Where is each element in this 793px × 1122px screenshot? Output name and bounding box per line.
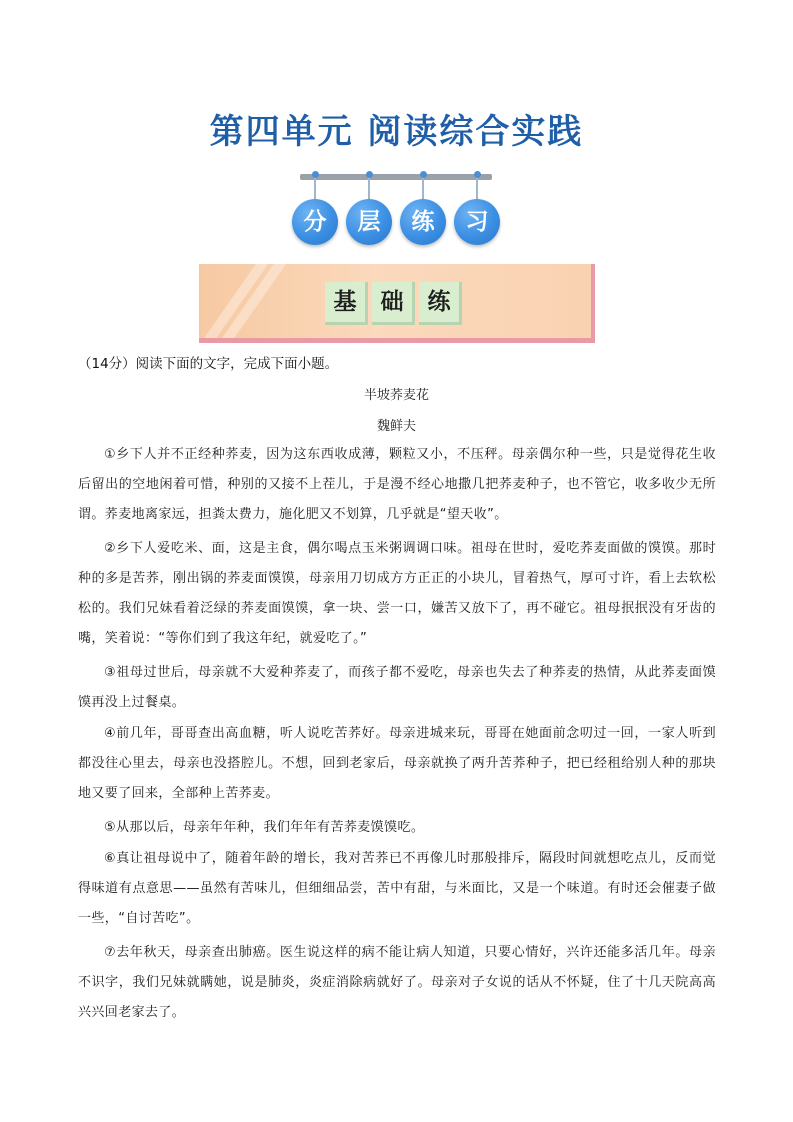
banner-tile-lian: 练 [419, 282, 462, 325]
paragraph-6: ⑥真让祖母说中了，随着年龄的增长，我对苦荞已不再像儿时那般排斥，隔段时间就想吃点儿，反而觉得味道有点意思——虽然有苦味儿，但细细品尝，苦中有甜，与米面比，又是一个味道。有时还会催妻子做一些，“自讨苦吃”。 [78, 851, 716, 926]
paragraph-5: ⑤从那以后，母亲年年种，我们年年有苦荞麦馍馍吃。 [104, 820, 425, 835]
question-instruction: （14分）阅读下面的文字，完成下面小题。 [78, 356, 339, 372]
ornament-dot [312, 171, 319, 178]
paragraph-7: ⑦去年秋天，母亲查出肺癌。医生说这样的病不能让病人知道，只要心情好，兴许还能多活几年。母亲不识字，我们兄妹就瞒她，说是肺炎，炎症消除病就好了。母亲对子女说的话从不怀疑，住了十几天院高高兴兴回老家去了。 [78, 945, 716, 1020]
article-title: 半坡荞麦花 [363, 388, 429, 403]
paragraph-1: ①乡下人并不正经种荞麦，因为这东西收成薄，颗粒又小，不压秤。母亲偶尔种一些，只是觉得花生收后留出的空地闲着可惜，种别的又接不上茬儿，于是漫不经心地撒几把荞麦种子，也不管它，收多收少无所谓。荞麦地离家远，担粪太费力，施化肥又不划算，几乎就是“望天收”。 [78, 447, 716, 522]
section-circle-lian: 练 [400, 199, 446, 245]
article-author: 魏鲜夫 [376, 419, 416, 434]
banner-tile-ji: 基 [325, 282, 368, 325]
unit-title: 第四单元 阅读综合实践 [209, 112, 584, 152]
section-circle-ceng: 层 [346, 199, 392, 245]
banner-tile-chu: 础 [372, 282, 415, 325]
paragraph-3: ③祖母过世后，母亲就不大爱种荞麦了，而孩子都不爱吃，母亲也失去了种荞麦的热情，从此荞麦面馍馍再没上过餐桌。 [78, 665, 716, 710]
ornament-dot [366, 171, 373, 178]
ornament-dot [420, 171, 427, 178]
section-circle-fen: 分 [292, 199, 338, 245]
section-circle-xi: 习 [454, 199, 500, 245]
paragraph-2: ②乡下人爱吃米、面，这是主食，偶尔喝点玉米粥调调口味。祖母在世时，爱吃荞麦面做的馍馍。那时种的多是苦荞，刚出锅的荞麦面馍馍，母亲用刀切成方方正正的小块儿，冒着热气，厚可寸许，看上去软松松的。我们兄妹看着泛绿的荞麦面馍馍，拿一块、尝一口，嫌苦又放下了，再不碰它。祖母抿抿没有牙齿的嘴，笑着说：“等你们到了我这年纪，就爱吃了。” [78, 541, 716, 646]
ornament-dot [474, 171, 481, 178]
paragraph-4: ④前几年，哥哥查出高血糖，听人说吃苦荞好。母亲进城来玩，哥哥在她面前念叨过一回，一家人听到都没往心里去，母亲也没搭腔儿。不想，回到老家后，母亲就换了两升苦荞种子，把已经租给别人种的那块地又要了回来，全部种上苦荞麦。 [78, 726, 716, 801]
ornament-rail [300, 174, 492, 180]
